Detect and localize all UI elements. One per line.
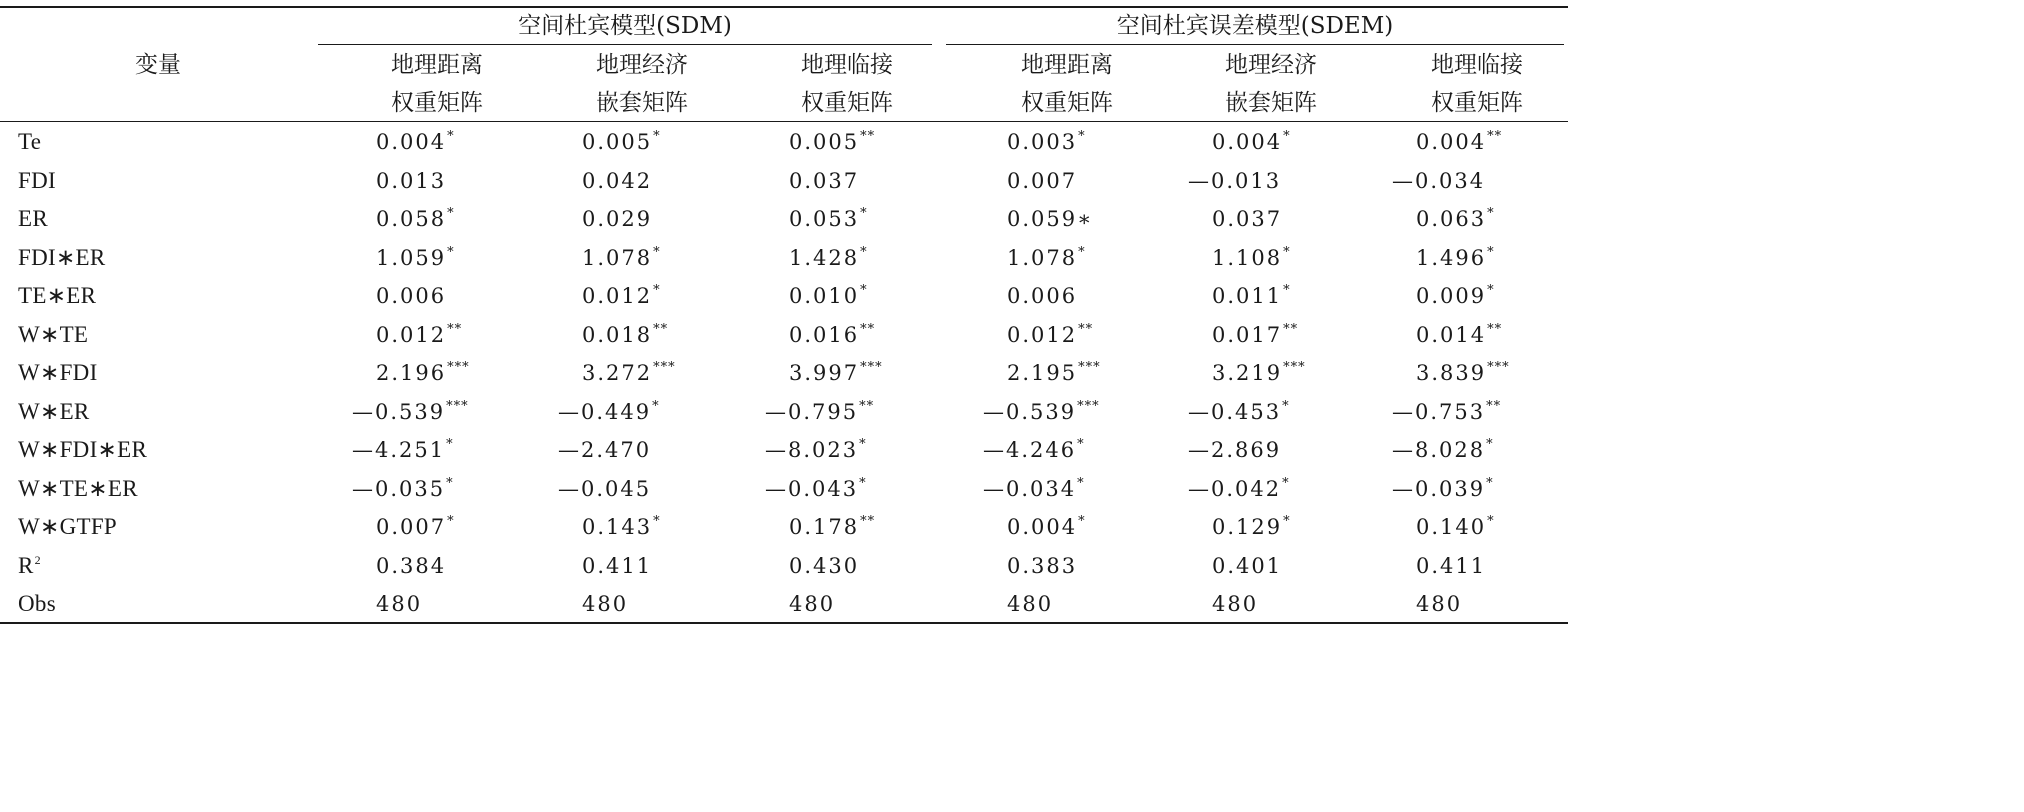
significance-stars: *** (446, 398, 469, 414)
cell-value: 0.017 (1212, 322, 1283, 347)
cell-value: 0.007 (376, 515, 447, 539)
row-variable-name: W∗ER (18, 398, 90, 424)
row-variable-name: W∗FDI (18, 360, 98, 385)
cell-value: 480 (376, 592, 423, 616)
cell-value: 0.059∗ (1007, 207, 1094, 231)
cell-value: —0.043 (765, 476, 859, 501)
table-cell (789, 205, 868, 237)
significance-stars: * (653, 283, 661, 298)
cell-value: 3.219 (1212, 361, 1283, 385)
group-rule-sdem (946, 44, 1564, 45)
table-cell (789, 513, 875, 545)
table-cell (376, 167, 446, 195)
table-cell (1007, 167, 1077, 195)
column-header-4-line1: 地理距离 (1021, 52, 1113, 78)
significance-stars: * (1487, 514, 1495, 529)
table-cell (582, 552, 652, 580)
significance-stars: ** (1487, 129, 1503, 144)
table-cell (582, 128, 661, 160)
cell-value: 0.005 (582, 130, 653, 154)
significance-stars: * (1486, 437, 1494, 452)
cell-value: 0.005 (789, 130, 860, 154)
cell-value: 3.997 (789, 361, 860, 385)
table-cell (1212, 244, 1291, 276)
table-cell (765, 475, 867, 507)
cell-value: —2.869 (1188, 438, 1282, 462)
significance-stars: ** (653, 321, 669, 337)
group-rule-sdm (318, 44, 932, 45)
row-variable-name: W∗TE∗ER (18, 475, 138, 501)
table-cell (789, 282, 868, 314)
group-header-sdem: 空间杜宾误差模型(SDEM) (1116, 13, 1394, 39)
cell-value: 0.058 (376, 207, 447, 231)
table-cell (1392, 436, 1494, 468)
cell-value: 0.014 (1416, 322, 1487, 347)
table-cell (1416, 359, 1510, 391)
table-cell (1007, 359, 1101, 391)
significance-stars: * (860, 206, 868, 221)
cell-value: 0.012 (582, 284, 653, 308)
table-cell (582, 244, 661, 276)
cell-value: 0.004 (1416, 130, 1487, 154)
cell-value: 0.012 (376, 322, 447, 347)
cell-value: —0.753 (1392, 399, 1486, 424)
table-cell (765, 398, 874, 430)
table-cell (1188, 398, 1290, 430)
column-header-3-line2: 权重矩阵 (801, 90, 893, 116)
cell-value: 0.140 (1416, 515, 1487, 539)
cell-value: 1.428 (789, 245, 860, 270)
cell-value: 0.006 (376, 284, 447, 308)
row-variable-name: W∗GTFP (18, 514, 118, 539)
column-header-2-line2: 嵌套矩阵 (596, 90, 688, 116)
table-cell (1416, 128, 1502, 160)
table-cell (558, 475, 651, 503)
significance-stars: *** (653, 360, 676, 375)
cell-value: 480 (789, 592, 836, 616)
cell-value: —4.251 (352, 438, 446, 462)
significance-stars: ** (860, 514, 876, 529)
cell-value: —0.449 (558, 399, 652, 424)
significance-stars: * (1283, 129, 1291, 144)
cell-value: —0.795 (765, 399, 859, 424)
column-header-6-line1: 地理临接 (1431, 52, 1523, 78)
significance-stars: *** (860, 360, 883, 375)
superscript: 2 (34, 552, 41, 567)
cell-value: —0.042 (1188, 476, 1282, 501)
significance-stars: * (860, 283, 868, 298)
table-cell (1212, 590, 1258, 618)
table-cell (376, 244, 455, 276)
cell-value: 0.003 (1007, 130, 1078, 154)
table-cell (376, 590, 422, 618)
significance-stars: * (1078, 244, 1086, 260)
column-header-6-line2: 权重矩阵 (1431, 90, 1523, 116)
cell-value: 0.430 (789, 553, 860, 578)
cell-value: 0.004 (376, 130, 447, 154)
bottom-rule (0, 622, 1568, 624)
table-cell (1416, 321, 1502, 353)
significance-stars: ** (1078, 321, 1094, 337)
row-variable-name: FDI (18, 167, 56, 193)
significance-stars: * (1487, 244, 1495, 260)
significance-stars: ** (860, 129, 876, 144)
cell-value: 0.129 (1212, 515, 1283, 539)
cell-value: 0.007 (1007, 168, 1078, 193)
table-cell (352, 398, 469, 430)
significance-stars: ** (1486, 398, 1502, 414)
header-bottom-rule (0, 121, 1568, 122)
cell-value: 0.018 (582, 322, 653, 347)
cell-value: —2.470 (558, 438, 652, 462)
cell-value: 3.272 (582, 361, 653, 385)
significance-stars: * (447, 206, 455, 221)
table-cell (1188, 475, 1290, 507)
significance-stars: *** (447, 360, 470, 375)
cell-value: —0.034 (1392, 168, 1486, 193)
table-cell (376, 205, 455, 237)
table-cell (1416, 205, 1495, 237)
cell-value: 480 (1212, 592, 1259, 616)
table-cell (558, 436, 651, 464)
significance-stars: * (653, 129, 661, 144)
column-header-1-line2: 权重矩阵 (391, 90, 483, 116)
cell-value: 0.383 (1007, 553, 1078, 578)
cell-value: 0.037 (1212, 207, 1283, 231)
table-cell (1188, 436, 1281, 464)
significance-stars: * (859, 475, 867, 491)
significance-stars: * (446, 475, 454, 491)
table-cell (789, 167, 859, 195)
table-cell (376, 513, 455, 545)
table-cell (1188, 167, 1281, 195)
table-cell (582, 590, 628, 618)
cell-value: —0.034 (983, 476, 1077, 501)
table-cell (582, 282, 661, 314)
cell-value: 1.496 (1416, 245, 1487, 270)
table-cell (1212, 513, 1291, 545)
top-rule (0, 6, 1568, 8)
table-cell (582, 167, 652, 195)
table-cell (789, 552, 859, 580)
table-cell (1212, 282, 1291, 314)
column-header-1-line1: 地理距离 (391, 52, 483, 78)
significance-stars: * (652, 398, 660, 414)
cell-value: 0.053 (789, 207, 860, 231)
significance-stars: * (1078, 514, 1086, 529)
table-cell (1007, 282, 1077, 310)
table-cell (352, 436, 454, 468)
table-cell (1007, 244, 1086, 276)
table-cell (376, 552, 446, 580)
significance-stars: * (653, 244, 661, 260)
cell-value: 0.009 (1416, 284, 1487, 308)
row-variable-name: Obs (18, 591, 56, 616)
table-cell (1392, 167, 1485, 195)
cell-value: 0.012 (1007, 322, 1078, 347)
significance-stars: *** (1487, 360, 1510, 375)
cell-value: 0.011 (1212, 284, 1283, 308)
cell-value: 0.004 (1007, 515, 1078, 539)
cell-value: 0.010 (789, 284, 860, 308)
table-cell (1007, 552, 1077, 580)
significance-stars: *** (1078, 360, 1101, 375)
significance-stars: ** (447, 321, 463, 337)
cell-value: —0.035 (352, 476, 446, 501)
table-cell (1007, 590, 1053, 618)
table-cell (376, 128, 455, 160)
table-cell (789, 321, 875, 353)
table-cell (1212, 359, 1306, 391)
table-cell (789, 590, 835, 618)
table-cell (582, 321, 668, 353)
significance-stars: * (1283, 514, 1291, 529)
significance-stars: * (1283, 244, 1291, 260)
cell-value: 3.839 (1416, 361, 1487, 385)
table-cell (983, 475, 1085, 507)
significance-stars: *** (1283, 360, 1306, 375)
significance-stars: * (1487, 283, 1495, 298)
table-cell (789, 244, 868, 276)
cell-value: 0.143 (582, 515, 653, 539)
table-cell (1416, 513, 1495, 545)
variable-header: 变量 (135, 52, 181, 78)
table-cell (1007, 513, 1086, 545)
cell-value: —0.453 (1188, 399, 1282, 424)
cell-value: —8.028 (1392, 438, 1486, 462)
table-cell (558, 398, 660, 430)
cell-value: 0.063 (1416, 207, 1487, 231)
column-header-5-line1: 地理经济 (1225, 52, 1317, 78)
table-cell (1416, 552, 1486, 580)
cell-value: 0.006 (1007, 284, 1078, 308)
significance-stars: * (653, 514, 661, 529)
table-cell (1212, 128, 1291, 160)
cell-value: 480 (1007, 592, 1054, 616)
significance-stars: *** (1077, 398, 1100, 414)
column-header-3-line1: 地理临接 (801, 52, 893, 78)
cell-value: 480 (1416, 592, 1463, 616)
table-cell (582, 359, 676, 391)
table-cell (1007, 128, 1086, 160)
table-cell (1212, 205, 1282, 233)
column-header-4-line2: 权重矩阵 (1021, 90, 1113, 116)
row-variable-name: Te (18, 129, 42, 154)
row-variable-name: ER (18, 206, 48, 231)
table-cell (1416, 282, 1495, 314)
cell-value: —4.246 (983, 438, 1077, 462)
table-cell (582, 205, 652, 233)
row-variable-name: W∗FDI∗ER (18, 437, 148, 462)
cell-value: 480 (582, 592, 629, 616)
cell-value: —0.539 (352, 399, 446, 424)
cell-value: 2.195 (1007, 361, 1078, 385)
cell-value: 1.059 (376, 245, 447, 270)
significance-stars: * (1077, 475, 1085, 491)
cell-value: 1.108 (1212, 245, 1283, 270)
group-header-sdm: 空间杜宾模型(SDM) (518, 13, 732, 39)
table-cell (1416, 590, 1462, 618)
cell-value: 0.178 (789, 515, 860, 539)
significance-stars: * (446, 437, 454, 452)
table-cell (1416, 244, 1495, 276)
cell-value: —0.039 (1392, 476, 1486, 501)
cell-value: —8.023 (765, 438, 859, 462)
significance-stars: ** (859, 398, 875, 414)
significance-stars: * (1283, 283, 1291, 298)
cell-value: —0.539 (983, 399, 1077, 424)
significance-stars: * (1282, 475, 1290, 491)
significance-stars: ** (860, 321, 876, 337)
row-variable-name: TE∗ER (18, 283, 97, 308)
significance-stars: * (1077, 437, 1085, 452)
cell-value: 0.384 (376, 553, 447, 578)
row-variable-name: $R^2$ (18, 552, 41, 578)
cell-value: 0.411 (582, 553, 653, 578)
table-cell (376, 321, 462, 353)
significance-stars: * (859, 437, 867, 452)
cell-value: 1.078 (582, 245, 653, 270)
table-cell (983, 436, 1085, 468)
row-variable-name: W∗TE (18, 321, 89, 347)
table-cell (1392, 398, 1501, 430)
table-cell (1212, 552, 1282, 580)
table-cell (983, 398, 1100, 430)
significance-stars: * (447, 244, 455, 260)
cell-value: 0.013 (376, 168, 447, 193)
cell-value: 0.004 (1212, 130, 1283, 154)
significance-stars: ** (1487, 321, 1503, 337)
cell-value: 2.196 (376, 361, 447, 385)
cell-value: 0.016 (789, 322, 860, 347)
table-cell (789, 359, 883, 391)
significance-stars: * (1282, 398, 1290, 414)
cell-value: 0.401 (1212, 553, 1283, 578)
table-cell (352, 475, 454, 507)
table-cell (789, 128, 875, 160)
cell-value: 0.042 (582, 168, 653, 193)
cell-value: —0.013 (1188, 168, 1282, 193)
significance-stars: ** (1283, 321, 1299, 337)
row-variable-name: FDI∗ER (18, 244, 106, 270)
cell-value: 1.078 (1007, 245, 1078, 270)
cell-value: —0.045 (558, 476, 652, 501)
significance-stars: * (860, 244, 868, 260)
column-header-5-line2: 嵌套矩阵 (1225, 90, 1317, 116)
table-cell (1392, 475, 1494, 507)
significance-stars: * (1078, 129, 1086, 144)
table-cell (1007, 205, 1093, 233)
table-cell (376, 359, 470, 391)
table-cell (1212, 321, 1298, 353)
cell-value: 0.037 (789, 168, 860, 193)
column-header-2-line1: 地理经济 (596, 52, 688, 78)
cell-value: 0.411 (1416, 553, 1487, 578)
table-cell (376, 282, 446, 310)
table-cell (765, 436, 867, 468)
table-cell (582, 513, 661, 545)
significance-stars: * (1487, 206, 1495, 221)
cell-value: 0.029 (582, 207, 653, 231)
significance-stars: * (1486, 475, 1494, 491)
significance-stars: * (447, 514, 455, 529)
significance-stars: * (447, 129, 455, 144)
table-cell (1007, 321, 1093, 353)
